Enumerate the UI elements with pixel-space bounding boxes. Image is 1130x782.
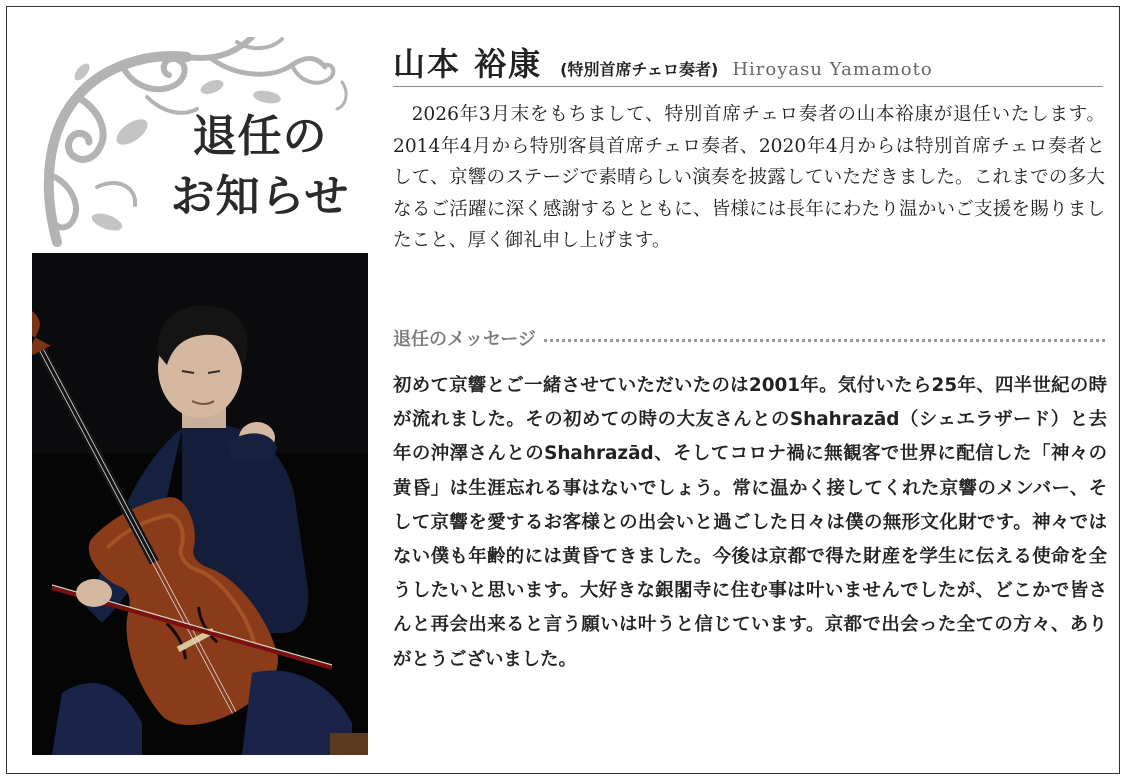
portrait-photo [32, 253, 368, 755]
message-heading [393, 324, 1105, 352]
name-header [393, 39, 1103, 87]
person-role: (特別首席チェロ奏者) [560, 60, 719, 79]
message-body: 初めて京響とご一緒させていただいたのは2001年。気付いたら25年、四半世紀の時が流れました。その初めての時の大友さんとのShahrazād（シェエラザード）と去年の沖澤さんとのShahrazād、そしてコロナ禍に無観客で世界に配信した「神々の黄昏」は生涯忘れる事はないでしょう。常に温かく接してくれた京響のメンバー、そして京響を愛するお客様との出会いと過ごした日々は僕の無形文化財です。神々ではない僕も年齢的には黄昏てきました。今後は京都で得た財産を学生に伝える使命を全うしたいと思います。大好きな銀閣寺に住む事は叶いませんでしたが、どこかで皆さんと再会出来ると言う願いは叶うと信じています。京都で出会った全ての方々、ありがとうございました。 [393, 375, 1107, 670]
message-heading-label: 退任のメッセージ [393, 329, 536, 350]
intro-paragraph: 2026年3月末をもちまして、特別首席チェロ奏者の山本裕康が退任いたします。2014年4月から特別客員首席チェロ奏者、2020年4月からは特別首席チェロ奏者として、京響のステージで素晴らしい演奏を披露していただきました。これまでの多大なるご活躍に深く感謝するとともに、皆様には長年にわたり温かいご支援を賜りましたこと、厚く御礼申し上げます。 [393, 104, 1105, 251]
person-name-english: Hiroyasu Yamamoto [732, 59, 933, 80]
notice-title-line-1: 退任の [192, 111, 328, 162]
notice-title-line-2: お知らせ [170, 171, 350, 222]
notice-card [6, 6, 1120, 774]
dotted-divider [544, 339, 1105, 342]
notice-title [155, 107, 365, 227]
person-name: 山本 裕康 [393, 45, 543, 83]
